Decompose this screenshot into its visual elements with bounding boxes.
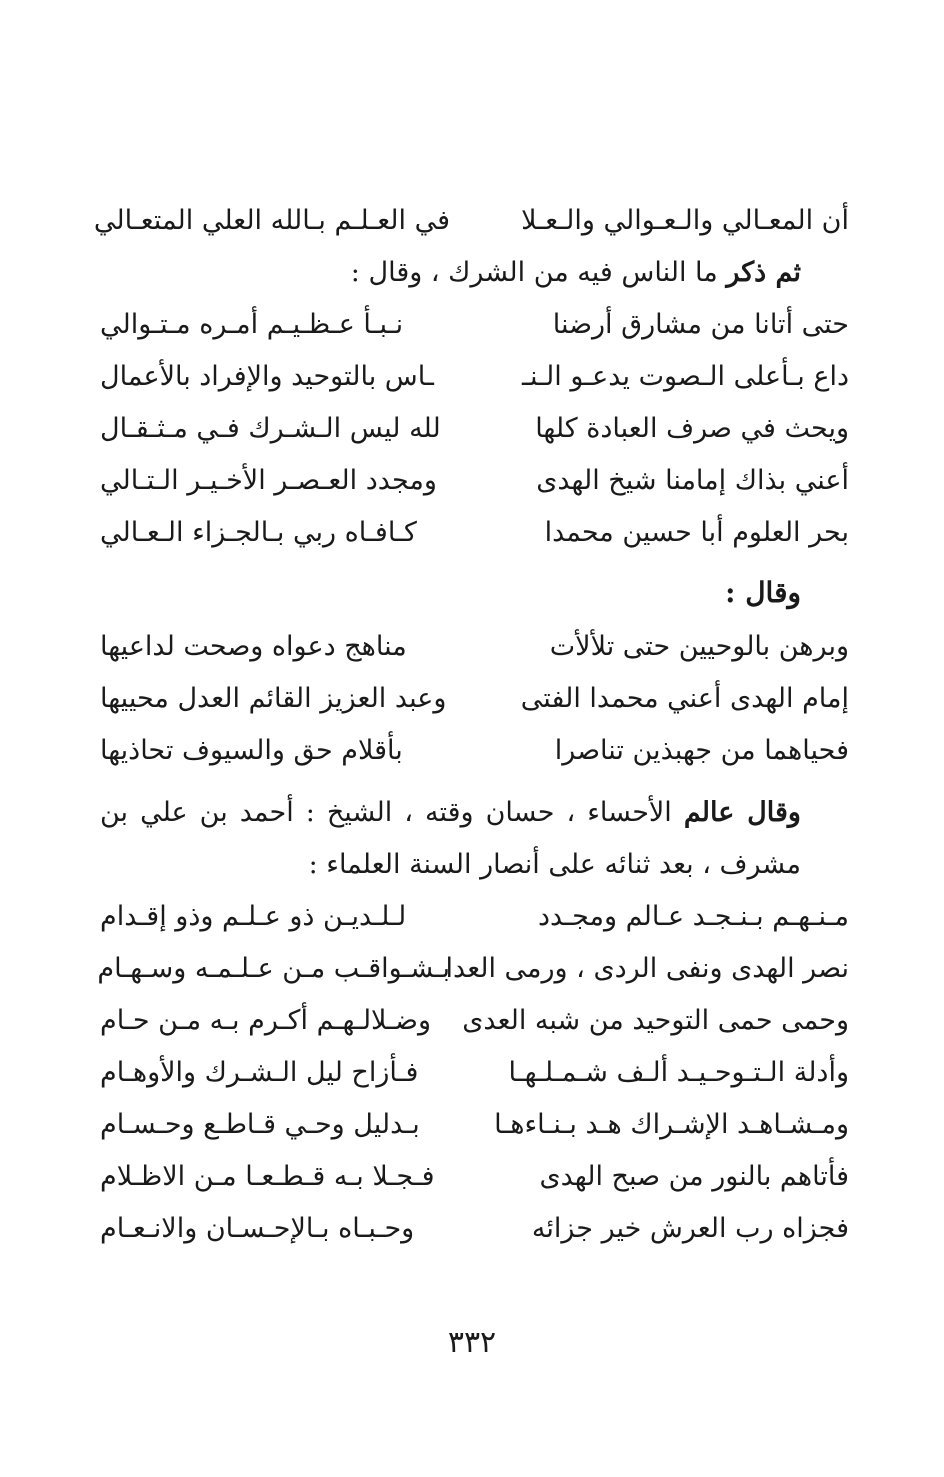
verse-first-hemistich: فحياهما من جهبذين تناصرا xyxy=(554,735,849,766)
verse-first-hemistich: بحر العلوم أبا حسين محمدا xyxy=(544,517,849,548)
verse-second-hemistich: فـأزاح ليل الـشـرك والأوهـام xyxy=(100,1057,419,1088)
spacer xyxy=(100,777,849,787)
verse-first-hemistich: إمام الهدى أعني محمدا الفتى xyxy=(520,683,849,714)
verse-line xyxy=(100,673,849,725)
verse-first-hemistich: وحمى حمى التوحيد من شبه العدى xyxy=(462,1005,849,1036)
verse-first-hemistich: أن المعـالي والـعـوالي والـعـلا xyxy=(521,205,849,236)
prose-lead-bold: ثم ذكر xyxy=(726,257,801,288)
verse-second-hemistich: ـاس بالتوحيد والإفراد بالأعمال xyxy=(100,361,434,392)
prose-paragraph xyxy=(100,247,849,299)
verse-second-hemistich: وعبد العزيز القائم العدل محييها xyxy=(100,683,447,714)
verse-line xyxy=(93,195,849,247)
prose-text: ما الناس فيه من الشرك ، وقال : xyxy=(350,257,727,288)
verse-first-hemistich: وبرهن بالوحيين حتى تلألأت xyxy=(549,631,849,662)
verse-second-hemistich: وضـلالـهـم أكـرم بـه مـن حـام xyxy=(100,1005,432,1036)
verse-first-hemistich: مـنـهـم بـنـجـد عـالم ومجـدد xyxy=(538,901,849,932)
verse-first-hemistich: فأتاهم بالنور من صبح الهدى xyxy=(539,1161,849,1192)
verse-first-hemistich: حتى أتانا من مشارق أرضنا xyxy=(552,309,849,340)
verse-line xyxy=(100,351,849,403)
verse-line xyxy=(97,943,849,995)
prose-paragraph xyxy=(100,787,849,891)
verse-line xyxy=(100,1151,849,1203)
verse-second-hemistich: بأقلام حق والسيوف تحاذيها xyxy=(100,735,403,766)
verse-second-hemistich: كـافـاه ربي بـالجـزاء الـعـالي xyxy=(100,517,417,548)
verse-line xyxy=(100,891,849,943)
verse-first-hemistich: ويحث في صرف العبادة كلها xyxy=(535,413,849,444)
prose-text: الأحساء ، حسان وقته ، الشيخ : أحمد بن علي بن مشرف ، بعد ثنائه على أنصار السنة العلماء : xyxy=(100,797,801,880)
verse-second-hemistich: وحـبـاه بـالإحـسـان والانـعـام xyxy=(100,1213,415,1244)
verse-line xyxy=(100,725,849,777)
verse-line xyxy=(100,1099,849,1151)
verse-second-hemistich: مناهج دعواه وصحت لداعيها xyxy=(100,631,407,662)
verse-second-hemistich: لـلـديـن ذو عـلـم وذو إقـدام xyxy=(100,901,407,932)
verse-line xyxy=(100,455,849,507)
verse-first-hemistich: فجزاه رب العرش خير جزائه xyxy=(531,1213,849,1244)
verse-second-hemistich: بـدليل وحـي قـاطـع وحـسـام xyxy=(100,1109,420,1140)
verse-second-hemistich: بـشـواقـب مـن عـلـمـه وسـهـام xyxy=(97,953,450,984)
verse-line xyxy=(100,403,849,455)
section-heading: وقال : xyxy=(725,576,801,609)
verse-second-hemistich: فـجـلا بـه قـطـعـا مـن الاظـلام xyxy=(100,1161,435,1192)
verse-line xyxy=(100,995,849,1047)
verse-second-hemistich: في العـلـم بـالله العلي المتعـالي xyxy=(93,205,450,236)
verse-line xyxy=(100,1203,849,1255)
verse-line xyxy=(100,507,849,559)
verse-line xyxy=(100,1047,849,1099)
verse-first-hemistich: أعني بذاك إمامنا شيخ الهدى xyxy=(536,465,849,496)
page-number: ٣٣٢ xyxy=(447,1325,497,1360)
verse-second-hemistich: لله ليس الـشـرك فـي مـثـقـال xyxy=(100,413,441,444)
verse-first-hemistich: ومـشـاهـد الإشـراك هـد بـنـاءهـا xyxy=(494,1109,849,1140)
prose-lead-bold: وقال عالم xyxy=(683,797,801,828)
verse-first-hemistich: نصر الهدى ونفى الردى ، ورمى العدا xyxy=(445,953,849,984)
verse-line xyxy=(100,621,849,673)
verse-first-hemistich: وأدلة الـتـوحـيـد ألـف شـمـلـهـا xyxy=(508,1057,849,1088)
verse-second-hemistich: ومجدد العـصـر الأخـيـر الـتـالي xyxy=(100,465,437,496)
verse-second-hemistich: نـبـأ عـظـيـم أمـره مـتـوالي xyxy=(100,309,404,340)
verse-line xyxy=(100,299,849,351)
verse-first-hemistich: داع بـأعلى الـصوت يدعـو الـنـ xyxy=(522,361,849,392)
